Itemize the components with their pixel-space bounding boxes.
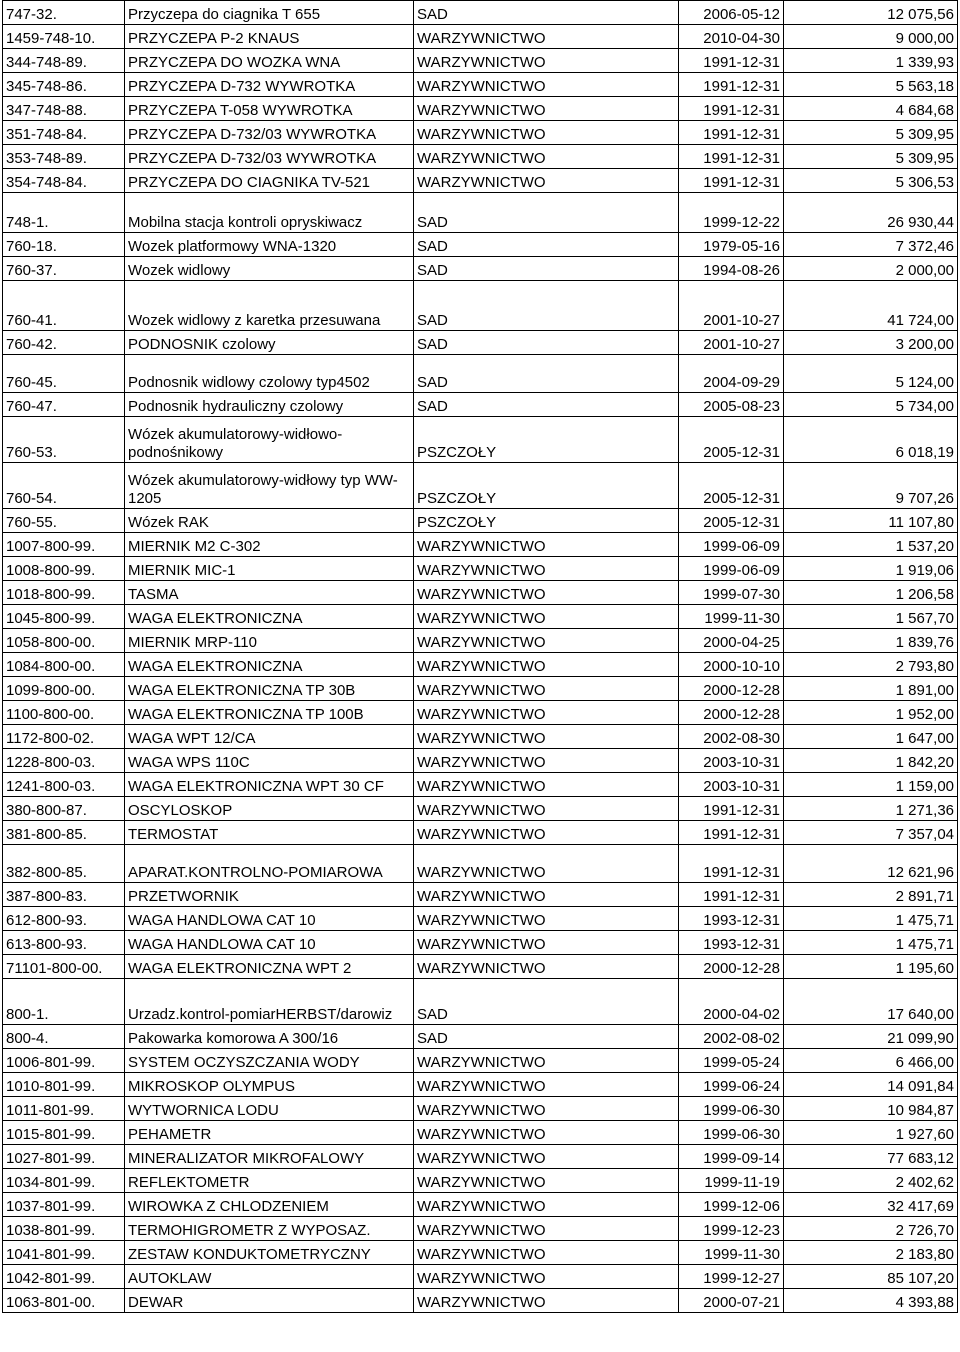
asset-location-cell: WARZYWNICTWO [414, 845, 679, 883]
asset-name-cell: WYTWORNICA LODU [125, 1097, 414, 1121]
asset-name-cell: Urzadz.kontrol-pomiarHERBST/darowiz [125, 979, 414, 1025]
asset-location-cell: WARZYWNICTWO [414, 677, 679, 701]
asset-id-cell: 1172-800-02. [3, 725, 125, 749]
asset-location-cell: WARZYWNICTWO [414, 1265, 679, 1289]
asset-name-cell: PEHAMETR [125, 1121, 414, 1145]
asset-id-cell: 382-800-85. [3, 845, 125, 883]
asset-location-cell: SAD [414, 281, 679, 331]
table-row [3, 1241, 958, 1265]
asset-value-cell: 6 466,00 [784, 1049, 958, 1073]
asset-value-cell: 1 842,20 [784, 749, 958, 773]
asset-id-cell: 71101-800-00. [3, 955, 125, 979]
asset-id-cell: 760-54. [3, 463, 125, 509]
table-row [3, 355, 958, 393]
asset-location-cell: WARZYWNICTWO [414, 883, 679, 907]
asset-location-cell: WARZYWNICTWO [414, 749, 679, 773]
asset-id-cell: 354-748-84. [3, 169, 125, 193]
asset-location-cell: WARZYWNICTWO [414, 581, 679, 605]
asset-name-cell: Pakowarka komorowa A 300/16 [125, 1025, 414, 1049]
asset-location-cell: SAD [414, 257, 679, 281]
asset-id-cell: 1015-801-99. [3, 1121, 125, 1145]
asset-name-cell: MIKROSKOP OLYMPUS [125, 1073, 414, 1097]
asset-location-cell: WARZYWNICTWO [414, 145, 679, 169]
asset-name-cell: TERMOHIGROMETR Z WYPOSAZ. [125, 1217, 414, 1241]
asset-name-cell: PRZYCZEPA P-2 KNAUS [125, 25, 414, 49]
asset-id-cell: 1008-800-99. [3, 557, 125, 581]
asset-id-cell: 347-748-88. [3, 97, 125, 121]
asset-id-cell: 760-53. [3, 417, 125, 463]
asset-name-cell: WAGA ELEKTRONICZNA TP 30B [125, 677, 414, 701]
asset-id-cell: 1038-801-99. [3, 1217, 125, 1241]
asset-date-cell: 2000-07-21 [679, 1289, 784, 1313]
asset-name-cell: Podnosnik widlowy czolowy typ4502 [125, 355, 414, 393]
asset-value-cell: 2 793,80 [784, 653, 958, 677]
asset-name-cell: PRZYCZEPA DO WOZKA WNA [125, 49, 414, 73]
asset-location-cell: WARZYWNICTWO [414, 605, 679, 629]
asset-location-cell: WARZYWNICTWO [414, 121, 679, 145]
asset-value-cell: 1 195,60 [784, 955, 958, 979]
asset-id-cell: 612-800-93. [3, 907, 125, 931]
asset-date-cell: 1979-05-16 [679, 233, 784, 257]
asset-name-cell: WIROWKA Z CHLODZENIEM [125, 1193, 414, 1217]
asset-name-cell: WAGA ELEKTRONICZNA [125, 605, 414, 629]
asset-name-cell: WAGA WPT 12/CA [125, 725, 414, 749]
asset-value-cell: 5 309,95 [784, 121, 958, 145]
asset-value-cell: 3 200,00 [784, 331, 958, 355]
table-row [3, 233, 958, 257]
table-row [3, 821, 958, 845]
table-row [3, 931, 958, 955]
asset-date-cell: 1999-09-14 [679, 1145, 784, 1169]
asset-value-cell: 4 393,88 [784, 1289, 958, 1313]
asset-name-cell: Wozek widlowy [125, 257, 414, 281]
asset-name-cell: WAGA ELEKTRONICZNA [125, 653, 414, 677]
asset-id-cell: 1100-800-00. [3, 701, 125, 725]
asset-location-cell: WARZYWNICTWO [414, 955, 679, 979]
asset-id-cell: 381-800-85. [3, 821, 125, 845]
asset-name-cell: TASMA [125, 581, 414, 605]
asset-location-cell: WARZYWNICTWO [414, 1121, 679, 1145]
table-row [3, 1169, 958, 1193]
table-row [3, 1025, 958, 1049]
asset-id-cell: 747-32. [3, 1, 125, 25]
table-row [3, 1073, 958, 1097]
asset-location-cell: SAD [414, 193, 679, 233]
asset-date-cell: 1991-12-31 [679, 73, 784, 97]
asset-date-cell: 1999-06-30 [679, 1121, 784, 1145]
asset-date-cell: 2010-04-30 [679, 25, 784, 49]
asset-location-cell: WARZYWNICTWO [414, 1289, 679, 1313]
asset-location-cell: WARZYWNICTWO [414, 557, 679, 581]
asset-date-cell: 1991-12-31 [679, 97, 784, 121]
asset-date-cell: 1993-12-31 [679, 907, 784, 931]
asset-id-cell: 351-748-84. [3, 121, 125, 145]
table-row [3, 73, 958, 97]
table-row [3, 169, 958, 193]
asset-name-cell: PRZETWORNIK [125, 883, 414, 907]
asset-date-cell: 2000-12-28 [679, 677, 784, 701]
asset-value-cell: 9 707,26 [784, 463, 958, 509]
asset-id-cell: 387-800-83. [3, 883, 125, 907]
asset-value-cell: 6 018,19 [784, 417, 958, 463]
asset-date-cell: 1999-06-09 [679, 557, 784, 581]
asset-id-cell: 1037-801-99. [3, 1193, 125, 1217]
asset-name-cell: WAGA HANDLOWA CAT 10 [125, 907, 414, 931]
table-row [3, 653, 958, 677]
asset-location-cell: WARZYWNICTWO [414, 821, 679, 845]
table-row [3, 1049, 958, 1073]
asset-date-cell: 1991-12-31 [679, 845, 784, 883]
asset-value-cell: 11 107,80 [784, 509, 958, 533]
asset-value-cell: 2 402,62 [784, 1169, 958, 1193]
asset-id-cell: 1045-800-99. [3, 605, 125, 629]
table-row [3, 331, 958, 355]
asset-location-cell: WARZYWNICTWO [414, 97, 679, 121]
asset-date-cell: 1991-12-31 [679, 49, 784, 73]
table-row [3, 257, 958, 281]
asset-date-cell: 2000-04-25 [679, 629, 784, 653]
asset-date-cell: 1999-06-30 [679, 1097, 784, 1121]
asset-name-cell: Wozek widlowy z karetka przesuwana [125, 281, 414, 331]
asset-location-cell: WARZYWNICTWO [414, 629, 679, 653]
table-row [3, 979, 958, 1025]
asset-name-cell: MIERNIK MIC-1 [125, 557, 414, 581]
asset-name-cell: Wozek platformowy WNA-1320 [125, 233, 414, 257]
asset-name-cell: SYSTEM OCZYSZCZANIA WODY [125, 1049, 414, 1073]
asset-value-cell: 2 000,00 [784, 257, 958, 281]
asset-location-cell: PSZCZOŁY [414, 463, 679, 509]
asset-location-cell: WARZYWNICTWO [414, 907, 679, 931]
asset-location-cell: WARZYWNICTWO [414, 25, 679, 49]
asset-name-cell: WAGA ELEKTRONICZNA WPT 30 CF [125, 773, 414, 797]
asset-date-cell: 1991-12-31 [679, 169, 784, 193]
asset-location-cell: WARZYWNICTWO [414, 1169, 679, 1193]
asset-value-cell: 1 339,93 [784, 49, 958, 73]
table-row [3, 605, 958, 629]
asset-value-cell: 26 930,44 [784, 193, 958, 233]
asset-location-cell: WARZYWNICTWO [414, 725, 679, 749]
asset-value-cell: 5 734,00 [784, 393, 958, 417]
asset-location-cell: WARZYWNICTWO [414, 701, 679, 725]
asset-value-cell: 7 357,04 [784, 821, 958, 845]
asset-id-cell: 1459-748-10. [3, 25, 125, 49]
table-row [3, 1121, 958, 1145]
asset-value-cell: 85 107,20 [784, 1265, 958, 1289]
asset-value-cell: 10 984,87 [784, 1097, 958, 1121]
asset-location-cell: WARZYWNICTWO [414, 1097, 679, 1121]
asset-id-cell: 1034-801-99. [3, 1169, 125, 1193]
asset-date-cell: 1991-12-31 [679, 145, 784, 169]
asset-name-cell: WAGA HANDLOWA CAT 10 [125, 931, 414, 955]
asset-name-cell: PRZYCZEPA T-058 WYWROTKA [125, 97, 414, 121]
asset-id-cell: 760-42. [3, 331, 125, 355]
asset-table [2, 0, 958, 1313]
asset-date-cell: 2002-08-30 [679, 725, 784, 749]
asset-date-cell: 1999-12-06 [679, 1193, 784, 1217]
table-row [3, 509, 958, 533]
asset-name-cell: PRZYCZEPA D-732/03 WYWROTKA [125, 121, 414, 145]
asset-id-cell: 760-18. [3, 233, 125, 257]
asset-value-cell: 1 952,00 [784, 701, 958, 725]
table-row [3, 557, 958, 581]
asset-value-cell: 5 309,95 [784, 145, 958, 169]
asset-location-cell: PSZCZOŁY [414, 509, 679, 533]
table-row [3, 955, 958, 979]
asset-location-cell: WARZYWNICTWO [414, 1049, 679, 1073]
asset-id-cell: 1228-800-03. [3, 749, 125, 773]
asset-value-cell: 1 647,00 [784, 725, 958, 749]
asset-date-cell: 1991-12-31 [679, 883, 784, 907]
table-row [3, 193, 958, 233]
table-row [3, 533, 958, 557]
table-row [3, 97, 958, 121]
asset-location-cell: SAD [414, 979, 679, 1025]
asset-id-cell: 800-1. [3, 979, 125, 1025]
asset-name-cell: WAGA WPS 110C [125, 749, 414, 773]
asset-name-cell: DEWAR [125, 1289, 414, 1313]
asset-date-cell: 2000-12-28 [679, 955, 784, 979]
table-row [3, 907, 958, 931]
table-row [3, 1217, 958, 1241]
table-row [3, 845, 958, 883]
asset-id-cell: 380-800-87. [3, 797, 125, 821]
asset-id-cell: 1027-801-99. [3, 1145, 125, 1169]
asset-value-cell: 1 271,36 [784, 797, 958, 821]
asset-value-cell: 17 640,00 [784, 979, 958, 1025]
asset-name-cell: Mobilna stacja kontroli opryskiwacz [125, 193, 414, 233]
asset-date-cell: 2003-10-31 [679, 773, 784, 797]
asset-location-cell: WARZYWNICTWO [414, 49, 679, 73]
asset-location-cell: WARZYWNICTWO [414, 797, 679, 821]
asset-id-cell: 1041-801-99. [3, 1241, 125, 1265]
asset-id-cell: 760-45. [3, 355, 125, 393]
asset-location-cell: WARZYWNICTWO [414, 931, 679, 955]
asset-value-cell: 1 475,71 [784, 931, 958, 955]
asset-value-cell: 41 724,00 [784, 281, 958, 331]
table-row [3, 749, 958, 773]
asset-value-cell: 32 417,69 [784, 1193, 958, 1217]
table-row [3, 1193, 958, 1217]
asset-date-cell: 2003-10-31 [679, 749, 784, 773]
asset-value-cell: 1 919,06 [784, 557, 958, 581]
asset-id-cell: 1006-801-99. [3, 1049, 125, 1073]
asset-name-cell: APARAT.KONTROLNO-POMIAROWA [125, 845, 414, 883]
asset-id-cell: 344-748-89. [3, 49, 125, 73]
asset-date-cell: 1994-08-26 [679, 257, 784, 281]
asset-value-cell: 1 839,76 [784, 629, 958, 653]
asset-value-cell: 1 537,20 [784, 533, 958, 557]
asset-id-cell: 1063-801-00. [3, 1289, 125, 1313]
asset-id-cell: 760-55. [3, 509, 125, 533]
asset-date-cell: 1999-05-24 [679, 1049, 784, 1073]
asset-date-cell: 1999-11-30 [679, 1241, 784, 1265]
asset-location-cell: WARZYWNICTWO [414, 653, 679, 677]
table-row [3, 49, 958, 73]
asset-id-cell: 1011-801-99. [3, 1097, 125, 1121]
asset-value-cell: 1 475,71 [784, 907, 958, 931]
asset-name-cell: Wózek akumulatorowy-widłowo-podnośnikowy [125, 417, 414, 463]
asset-location-cell: SAD [414, 1, 679, 25]
asset-date-cell: 1999-06-09 [679, 533, 784, 557]
asset-id-cell: 1058-800-00. [3, 629, 125, 653]
asset-date-cell: 1999-12-23 [679, 1217, 784, 1241]
asset-value-cell: 1 567,70 [784, 605, 958, 629]
table-row [3, 677, 958, 701]
table-row [3, 1289, 958, 1313]
asset-date-cell: 2001-10-27 [679, 331, 784, 355]
asset-value-cell: 12 075,56 [784, 1, 958, 25]
asset-name-cell: REFLEKTOMETR [125, 1169, 414, 1193]
table-row [3, 581, 958, 605]
asset-value-cell: 5 124,00 [784, 355, 958, 393]
asset-value-cell: 21 099,90 [784, 1025, 958, 1049]
asset-id-cell: 1241-800-03. [3, 773, 125, 797]
asset-id-cell: 1042-801-99. [3, 1265, 125, 1289]
asset-table-body [3, 1, 958, 1313]
asset-id-cell: 760-41. [3, 281, 125, 331]
asset-name-cell: WAGA ELEKTRONICZNA TP 100B [125, 701, 414, 725]
asset-id-cell: 800-4. [3, 1025, 125, 1049]
asset-date-cell: 2000-04-02 [679, 979, 784, 1025]
asset-name-cell: WAGA ELEKTRONICZNA WPT 2 [125, 955, 414, 979]
table-row [3, 145, 958, 169]
asset-date-cell: 1991-12-31 [679, 797, 784, 821]
asset-location-cell: WARZYWNICTWO [414, 73, 679, 97]
asset-id-cell: 760-47. [3, 393, 125, 417]
asset-id-cell: 1018-800-99. [3, 581, 125, 605]
asset-value-cell: 7 372,46 [784, 233, 958, 257]
asset-date-cell: 1999-07-30 [679, 581, 784, 605]
asset-date-cell: 1999-11-19 [679, 1169, 784, 1193]
asset-name-cell: AUTOKLAW [125, 1265, 414, 1289]
table-row [3, 25, 958, 49]
asset-value-cell: 5 306,53 [784, 169, 958, 193]
asset-location-cell: WARZYWNICTWO [414, 773, 679, 797]
asset-date-cell: 1999-06-24 [679, 1073, 784, 1097]
asset-name-cell: Wózek RAK [125, 509, 414, 533]
asset-id-cell: 1007-800-99. [3, 533, 125, 557]
asset-id-cell: 353-748-89. [3, 145, 125, 169]
table-row [3, 725, 958, 749]
asset-value-cell: 14 091,84 [784, 1073, 958, 1097]
asset-date-cell: 2002-08-02 [679, 1025, 784, 1049]
asset-location-cell: WARZYWNICTWO [414, 1241, 679, 1265]
asset-name-cell: PRZYCZEPA D-732 WYWROTKA [125, 73, 414, 97]
table-row [3, 629, 958, 653]
asset-value-cell: 4 684,68 [784, 97, 958, 121]
asset-name-cell: OSCYLOSKOP [125, 797, 414, 821]
asset-date-cell: 2000-12-28 [679, 701, 784, 725]
asset-date-cell: 1993-12-31 [679, 931, 784, 955]
asset-location-cell: WARZYWNICTWO [414, 1073, 679, 1097]
asset-id-cell: 760-37. [3, 257, 125, 281]
asset-value-cell: 1 891,00 [784, 677, 958, 701]
asset-date-cell: 2005-12-31 [679, 509, 784, 533]
asset-name-cell: MIERNIK MRP-110 [125, 629, 414, 653]
asset-date-cell: 2000-10-10 [679, 653, 784, 677]
asset-value-cell: 1 206,58 [784, 581, 958, 605]
asset-name-cell: TERMOSTAT [125, 821, 414, 845]
asset-value-cell: 5 563,18 [784, 73, 958, 97]
asset-date-cell: 1999-12-22 [679, 193, 784, 233]
table-row [3, 1265, 958, 1289]
table-row [3, 1, 958, 25]
asset-date-cell: 2006-05-12 [679, 1, 784, 25]
asset-value-cell: 9 000,00 [784, 25, 958, 49]
asset-value-cell: 12 621,96 [784, 845, 958, 883]
table-row [3, 883, 958, 907]
table-row [3, 281, 958, 331]
table-row [3, 773, 958, 797]
asset-location-cell: SAD [414, 355, 679, 393]
asset-value-cell: 2 891,71 [784, 883, 958, 907]
asset-date-cell: 1991-12-31 [679, 821, 784, 845]
asset-name-cell: Przyczepa do ciagnika T 655 [125, 1, 414, 25]
asset-value-cell: 2 726,70 [784, 1217, 958, 1241]
asset-location-cell: WARZYWNICTWO [414, 1145, 679, 1169]
asset-location-cell: WARZYWNICTWO [414, 169, 679, 193]
asset-location-cell: WARZYWNICTWO [414, 1217, 679, 1241]
asset-id-cell: 613-800-93. [3, 931, 125, 955]
asset-date-cell: 1991-12-31 [679, 121, 784, 145]
asset-location-cell: SAD [414, 1025, 679, 1049]
asset-date-cell: 1999-11-30 [679, 605, 784, 629]
asset-id-cell: 1084-800-00. [3, 653, 125, 677]
table-row [3, 393, 958, 417]
asset-name-cell: Wózek akumulatorowy-widłowy typ WW-1205 [125, 463, 414, 509]
asset-name-cell: MIERNIK M2 C-302 [125, 533, 414, 557]
table-row [3, 797, 958, 821]
table-row [3, 1097, 958, 1121]
asset-id-cell: 345-748-86. [3, 73, 125, 97]
table-row [3, 463, 958, 509]
asset-date-cell: 2005-12-31 [679, 417, 784, 463]
asset-id-cell: 1010-801-99. [3, 1073, 125, 1097]
asset-date-cell: 2005-08-23 [679, 393, 784, 417]
asset-location-cell: SAD [414, 393, 679, 417]
asset-name-cell: PRZYCZEPA DO CIAGNIKA TV-521 [125, 169, 414, 193]
asset-value-cell: 77 683,12 [784, 1145, 958, 1169]
asset-id-cell: 1099-800-00. [3, 677, 125, 701]
asset-value-cell: 1 159,00 [784, 773, 958, 797]
asset-location-cell: SAD [414, 331, 679, 355]
asset-location-cell: WARZYWNICTWO [414, 1193, 679, 1217]
asset-location-cell: PSZCZOŁY [414, 417, 679, 463]
asset-name-cell: Podnosnik hydrauliczny czolowy [125, 393, 414, 417]
table-row [3, 1145, 958, 1169]
asset-date-cell: 2004-09-29 [679, 355, 784, 393]
asset-value-cell: 2 183,80 [784, 1241, 958, 1265]
table-row [3, 417, 958, 463]
asset-date-cell: 2001-10-27 [679, 281, 784, 331]
asset-date-cell: 1999-12-27 [679, 1265, 784, 1289]
asset-date-cell: 2005-12-31 [679, 463, 784, 509]
asset-name-cell: PODNOSNIK czolowy [125, 331, 414, 355]
table-row [3, 121, 958, 145]
asset-id-cell: 748-1. [3, 193, 125, 233]
asset-value-cell: 1 927,60 [784, 1121, 958, 1145]
asset-name-cell: PRZYCZEPA D-732/03 WYWROTKA [125, 145, 414, 169]
asset-location-cell: SAD [414, 233, 679, 257]
asset-location-cell: WARZYWNICTWO [414, 533, 679, 557]
asset-name-cell: MINERALIZATOR MIKROFALOWY [125, 1145, 414, 1169]
asset-name-cell: ZESTAW KONDUKTOMETRYCZNY [125, 1241, 414, 1265]
table-row [3, 701, 958, 725]
